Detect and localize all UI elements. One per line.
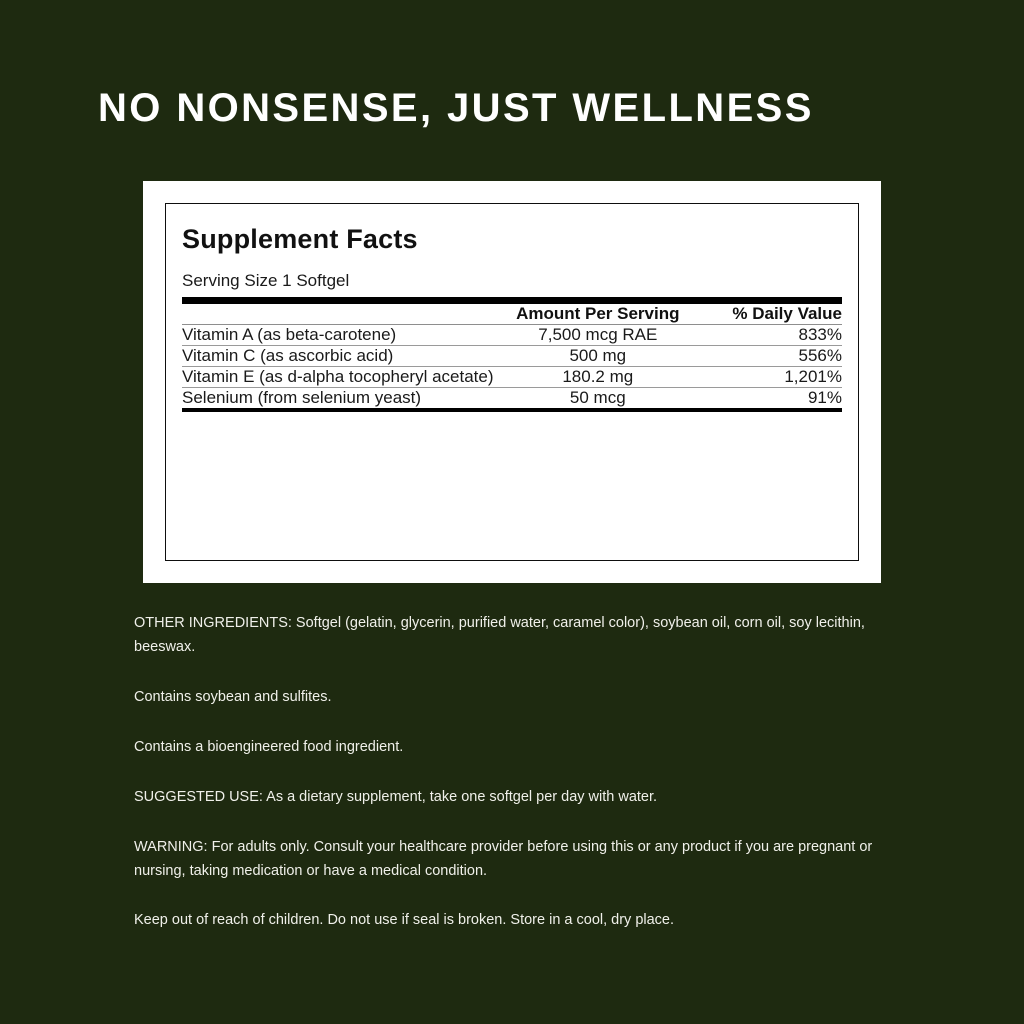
- header-amount-per-serving: Amount Per Serving: [516, 304, 680, 323]
- row-nutrient: Vitamin C (as ascorbic acid): [182, 346, 394, 365]
- header-daily-value: % Daily Value: [732, 304, 842, 323]
- row-daily-value: 833%: [798, 325, 842, 344]
- bioengineered-text: Contains a bioengineered food ingredient.: [134, 738, 404, 755]
- row-nutrient: Vitamin E (as d-alpha tocopheryl acetate): [182, 367, 494, 386]
- supplement-facts-table: [182, 304, 842, 324]
- row-daily-value: 556%: [798, 346, 842, 365]
- supplement-facts-rows: [182, 325, 842, 408]
- table-header-row: [182, 304, 842, 324]
- row-amount: 180.2 mg: [562, 367, 634, 386]
- table-row: [182, 325, 842, 345]
- row-daily-value: 91%: [807, 388, 842, 407]
- table-row: [182, 346, 842, 366]
- row-amount: 50 mcg: [569, 388, 626, 407]
- allergen-text: Contains soybean and sulfites.: [134, 688, 332, 705]
- table-row: [182, 388, 842, 408]
- label-copy-block: [134, 612, 894, 933]
- divider-thick-bottom: [182, 408, 842, 412]
- row-amount: 500 mg: [569, 346, 627, 365]
- supplement-facts-title: Supplement Facts: [182, 224, 418, 254]
- serving-size-text: Serving Size 1 Softgel: [182, 271, 350, 290]
- row-daily-value: 1,201%: [784, 367, 842, 386]
- row-nutrient: Selenium (from selenium yeast): [182, 388, 422, 407]
- suggested-use-text: SUGGESTED USE: As a dietary supplement, take one softgel per day with water.: [134, 788, 658, 805]
- supplement-facts-card: [143, 181, 881, 583]
- warning-text: WARNING: For adults only. Consult your healthcare provider before using this or any product if you are pregnant or nursing, taking medication or have a medical condition.: [134, 838, 873, 879]
- other-ingredients-text: OTHER INGREDIENTS: Softgel (gelatin, glycerin, purified water, caramel color), soybean oil, corn oil, soy lecithin, beeswax.: [134, 615, 865, 655]
- divider-thick-top: [182, 297, 842, 304]
- row-nutrient: Vitamin A (as beta-carotene): [182, 325, 397, 344]
- table-row: [182, 367, 842, 387]
- storage-text: Keep out of reach of children. Do not use if seal is broken. Store in a cool, dry place.: [134, 912, 675, 929]
- header-nutrient: [182, 304, 499, 324]
- row-amount: 7,500 mcg RAE: [538, 325, 658, 344]
- page-headline: NO NONSENSE, JUST WELLNESS: [98, 86, 814, 130]
- supplement-facts-panel: [165, 203, 859, 561]
